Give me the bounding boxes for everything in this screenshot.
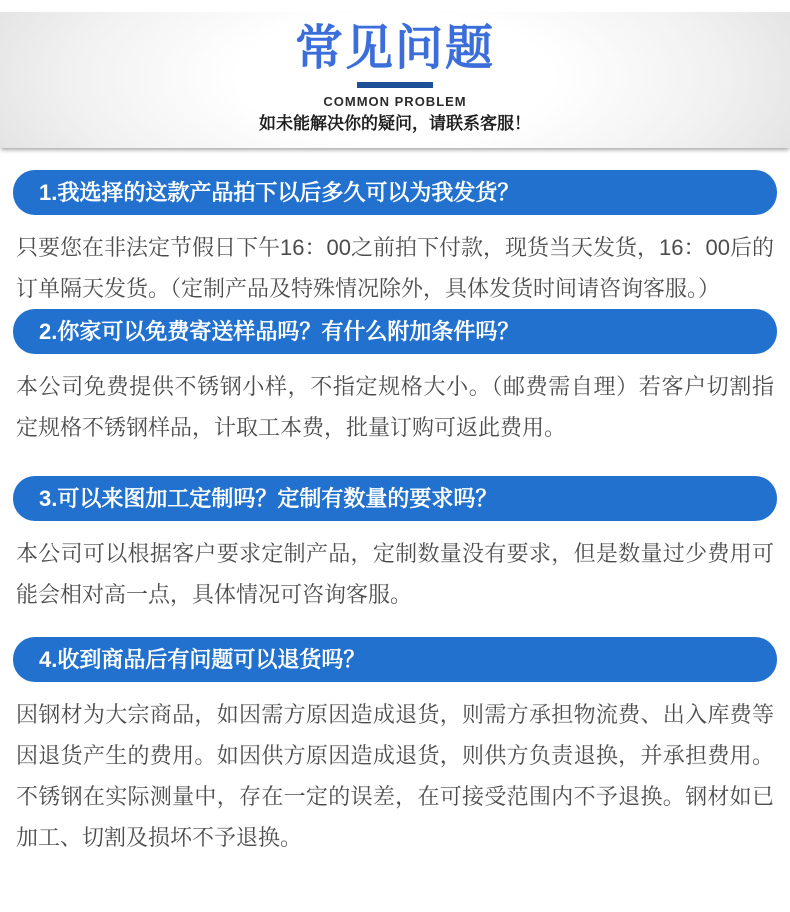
title-divider (357, 82, 433, 88)
faq-page (0, 12, 790, 912)
question-banner-1: 1.我选择的这款产品拍下以后多久可以为我发货？ (13, 170, 777, 215)
faq-item-1 (13, 170, 777, 309)
answer-text-1: 只要您在非法定节假日下午16：00之前拍下付款，现货当天发货，16：00后的订单隔天发货。（定制产品及特殊情况除外，具体发货时间请咨询客服。） (16, 235, 774, 301)
page-subtitle-cn: 如未能解决你的疑问，请联系客服！ (259, 114, 531, 133)
faq-item-3 (13, 476, 777, 615)
answer-text-4: 因钢材为大宗商品，如因需方原因造成退货，则需方承担物流费、出入库费等因退货产生的费用。如因供方原因造成退货，则供方负责退换，并承担费用。不锈钢在实际测量中，存在一定的误差，在可接受范围内不予退换。钢材如已加工、切割及损坏不予退换。 (16, 702, 774, 850)
faq-item-4 (13, 637, 777, 858)
faq-item-2 (13, 309, 777, 448)
answer-text-2: 本公司免费提供不锈钢小样，不指定规格大小。（邮费需自理）若客户切割指定规格不锈钢样品，计取工本费，批量订购可返此费用。 (16, 374, 774, 440)
faq-header (0, 12, 790, 148)
faq-list (0, 170, 790, 858)
question-banner-2: 2.你家可以免费寄送样品吗？有什么附加条件吗？ (13, 309, 777, 354)
question-banner-3: 3.可以来图加工定制吗？定制有数量的要求吗？ (13, 476, 777, 521)
page-subtitle-en: COMMON PROBLEM (323, 94, 467, 109)
answer-text-3: 本公司可以根据客户要求定制产品，定制数量没有要求，但是数量过少费用可能会相对高一点，具体情况可咨询客服。 (16, 541, 774, 607)
question-banner-4: 4.收到商品后有问题可以退货吗？ (13, 637, 777, 682)
page-title: 常见问题 (294, 22, 495, 75)
